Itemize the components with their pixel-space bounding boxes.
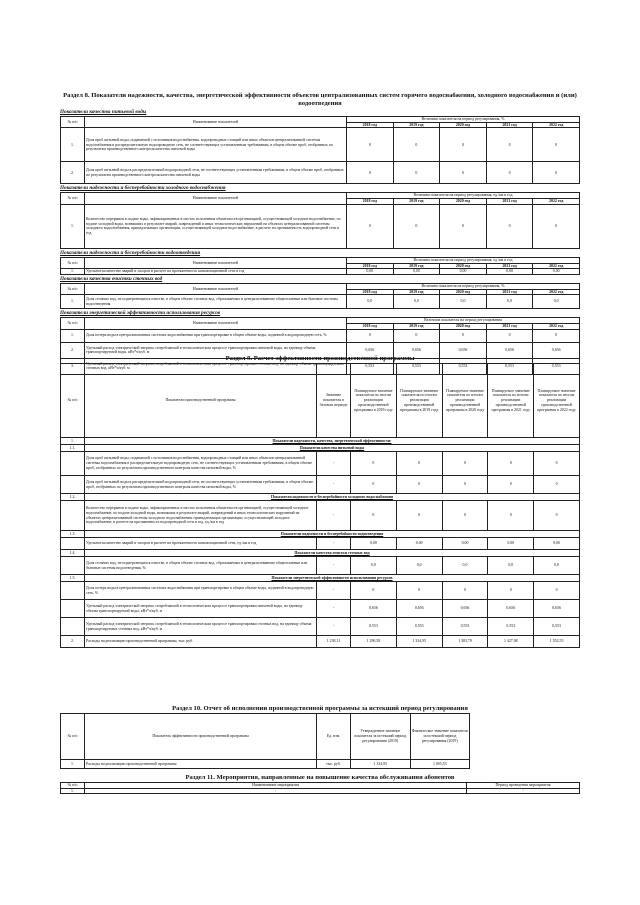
cell-value: 1 290,58 [351,636,397,648]
row-num: 1. [61,128,85,162]
cell-value: 0,0 [486,295,533,309]
value-header: Величина показателя на период регулирования, ед./км в год [347,193,580,199]
year-header: 2021 год [486,324,533,330]
cell-value: 1 383,79 [442,636,488,648]
year-header: 2021 год [486,289,533,295]
row-name: Удельный расход электрической энергии, потребляемой в технологическом процессе транспортировки питьевой воды, на единицу объема транспортируемой воды, кВт*ч/куб. м [85,342,347,358]
cell-value: 0 [396,452,442,476]
table-row [61,582,580,600]
cell-value: 0,00 [396,538,442,550]
year-header: 2021 год [486,122,533,128]
cell-value: 0,553 [488,618,534,636]
table-row [61,557,580,575]
row-num [61,557,85,575]
cell-value: 0,553 [486,358,533,374]
cell-actual: 1 005,53 [410,760,470,769]
col-name-header: Показатель эффективности производственной программы [85,714,317,760]
cell-value: 0 [347,128,394,162]
table-row [61,329,580,342]
col-num-header: № п/п [61,364,85,438]
col-unit-header: Ед. изм. [317,714,351,760]
row-num: 1. [61,329,85,342]
cell-base: - [317,538,351,550]
col-plan-header: Планируемое значение показателя по итогам реализации производственной программы в 2022 году [534,364,580,438]
cell-value: 0,0 [534,557,580,575]
row-name: Расходы на реализацию производственной программы [85,760,317,769]
cell-value: 0,656 [442,600,488,618]
cell-value: 0 [534,582,580,600]
col-name-header: Наименование показателей [85,283,347,294]
table-program-efficiency [60,363,580,648]
cell-value: 0,656 [393,342,440,358]
group-header-row [61,575,580,582]
col-name-header: Наименование мероприятия [85,783,467,789]
row-num [61,476,85,494]
year-header: 2019 год [393,199,440,205]
cell-value: 1 427,08 [488,636,534,648]
year-header: 2020 год [440,122,487,128]
section-10 [60,705,580,769]
section-9 [60,355,580,648]
col-name-header: Наименование показателей [85,193,347,204]
cell-value: 0,656 [396,600,442,618]
cell-value: 0,0 [347,295,394,309]
col-name-header: Наименование показателей [85,318,347,329]
cell-value: 0 [393,329,440,342]
year-header: 2021 год [486,199,533,205]
row-num [61,600,85,618]
cell-value: 0 [351,582,397,600]
cell-value: 0 [396,501,442,531]
row-num: 2. [61,636,85,648]
cell-value: 0,00 [534,538,580,550]
year-header: 2022 год [533,324,580,330]
row-name: Доля проб питьевой воды, подаваемой с источников водоснабжения, водопроводных станций или иных объектов централизованной системы водоснабжения в распределительную водопроводную сеть, не соответствующих установленным требованиям, в общем объеме проб, отобранных по результатам производственного контроля качества питьевой воды, % [85,452,317,476]
table-1-caption: Показатели качества питьевой воды [60,109,147,115]
row-num: 1. [61,760,85,769]
cell-value: 0,00 [440,269,487,275]
col-num-header: № п/п [61,714,85,760]
col-approved-header: Утвержденное значение показателя за истекший период регулирования (2019) [351,714,411,760]
cell-base: - [317,582,351,600]
cell-value: 0 [393,162,440,184]
table-sewer-reliability [60,257,580,275]
table-row [61,476,580,494]
cell-value: 0 [533,128,580,162]
cell-value: 0,0 [488,557,534,575]
row-name: Количество перерывов в подаче воды, зафиксированных в местах исполнения обязательств организацией, осуществляющей холодное водоснабжение, по подаче холодной воды, возникших в результате аварий, повреждений и иных технологических нарушений на объектах централизованной системы холодного водоснабжения, принадлежащих организации, осуществляющей холодное водоснабжение, в расчете на протяженность водопроводной сети в год [85,204,347,248]
cell-value: 0,553 [442,618,488,636]
value-header: Величина показателя на период регулирования, % [347,117,580,123]
cell-value: 0 [486,329,533,342]
value-header: Величина показателя на период регулирования, ед./км в год [347,257,580,263]
row-name: Количество перерывов в подаче воды, зафиксированных в местах исполнения обязательств организацией, осуществляющей холодное водоснабжение, по подаче холодной воды, возникших в результате аварий, повреждений и иных технологических нарушений на объектах централизованной системы холодного водоснабжения, принадлежащих организации, осуществляющей холодное водоснабжение, в расчете на протяженность водопроводной сети в год, ед./км в год [85,501,317,531]
cell-value: 1 552,55 [534,636,580,648]
table-row [61,788,580,794]
group-header-row [61,445,580,452]
table-water-reliability [60,192,580,248]
year-header: 2018 год [347,324,394,330]
year-header: 2019 год [393,324,440,330]
table-row [61,538,580,550]
table-row [61,162,580,184]
cell-value: 0 [534,501,580,531]
year-header: 2018 год [347,122,394,128]
table-row [61,501,580,531]
row-num [61,582,85,600]
cell-value: 0,656 [440,342,487,358]
cell-value: 1 334,95 [396,636,442,648]
section-8 [60,92,580,375]
year-header: 2020 год [440,289,487,295]
cell-value: 0 [396,476,442,494]
cell-value: 0,00 [442,538,488,550]
table-row [61,295,580,309]
cell-value: 0,0 [396,557,442,575]
table-5-caption: Показатели энергетической эффективности использования ресурсов [60,310,221,317]
row-name: - [85,788,467,794]
row-num: 1. [61,295,85,309]
table-program-report [60,713,470,769]
cell-value: 0 [533,329,580,342]
cell-base: - [317,501,351,531]
year-header: 2018 год [347,263,394,269]
cell-value: 0 [534,452,580,476]
cell-value: 0 [488,476,534,494]
col-plan-header: Планируемое значение показателя по итогам реализации производственной программы в 2020 году [442,364,488,438]
cell-base: 1 238,11 [317,636,351,648]
value-header: Величина показателя на период регулирования, % [347,283,580,289]
year-header: 2019 год [393,289,440,295]
row-name: Доля сточных вод, не подвергающихся очистке, в общем объеме сточных вод, сбрасываемых в централизованные общесплавные или бытовые системы водоотведения [85,295,347,309]
row-num [61,538,85,550]
year-header: 2020 год [440,263,487,269]
cell-value: 0 [347,329,394,342]
year-header: 2020 год [440,199,487,205]
cell-value: 0 [442,476,488,494]
row-num [61,618,85,636]
row-num: 1.4. [61,550,85,557]
section-10-title: Раздел 10. Отчет об исполнении производственной программы за истекший период регулирования [172,705,468,712]
year-header: 2018 год [347,289,394,295]
cell-base: - [317,600,351,618]
cell-value: 0 [533,162,580,184]
cell-value: 0 [351,501,397,531]
row-name: Удельный расход электрической энергии, потребляемой в технологическом процессе транспортировки сточных вод, на единицу объема транспортируемых сточных вод, кВт*ч/куб. м [85,358,347,374]
row-name: Удельный расход электрической энергии, потребляемой в технологическом процессе транспортировки сточных вод, на единицу объема транспортируемых сточных вод, кВт*ч/куб. м [85,618,317,636]
cell-value: 0,00 [533,269,580,275]
table-row [61,760,470,769]
cell-value: 0,656 [351,600,397,618]
row-name: Доля проб питьевой воды в распределительной водопроводной сети, не соответствующих установленным требованиям, в общем объеме проб, отобранных по результатам производственного контроля качества питьевой воды, % [85,476,317,494]
cell-value: 0,0 [442,557,488,575]
col-name-header: Показатели производственной программы [85,364,317,438]
year-header: 2019 год [393,263,440,269]
row-num: 1.1. [61,445,85,452]
row-num [61,452,85,476]
row-name: Доля проб питьевой воды, подаваемой с источников водоснабжения, водопроводных станций или иных объектов централизованной системы водоснабжения в распределительную водопроводную сеть, не соответствующих установленным требованиям, в общем объеме проб, отобранных по результатам производственного контроля качества питьевой воды [85,128,347,162]
table-customer-measures [60,782,580,794]
year-header: 2022 год [533,199,580,205]
col-plan-header: Планируемое значение показателя по итогам реализации производственной программы в 2021 году [488,364,534,438]
cell-value: 0,00 [393,269,440,275]
cell-value: 0 [442,501,488,531]
cell-value: 0 [396,582,442,600]
cell-value: 0,0 [393,295,440,309]
table-row [61,600,580,618]
year-header: 2018 год [347,199,394,205]
cell-value: 0,0 [440,295,487,309]
cell-value: 0 [347,162,394,184]
group-header-row [61,494,580,501]
col-num-header: № п/п [61,257,85,268]
table-water-quality [60,116,580,184]
row-num: 1.2. [61,494,85,501]
cell-unit: тыс. руб. [317,760,351,769]
cell-period: - [467,788,580,794]
section-11-title: Раздел 11. Мероприятия, направленные на повышение качества обслуживания абонентов [185,774,455,781]
cell-value: 0,00 [351,538,397,550]
cell-value: 0 [486,204,533,248]
cell-value: 0 [533,204,580,248]
cell-value: 0,553 [393,358,440,374]
cell-value: 0,553 [351,618,397,636]
table-row [61,452,580,476]
col-num-header: № п/п [61,318,85,329]
cell-value: 0 [488,582,534,600]
year-header: 2020 год [440,324,487,330]
col-period-header: Период проведения мероприятия [467,783,580,789]
section-11 [60,774,580,794]
row-num: 1.3. [61,531,85,538]
group-title: Показатели надежности, качества, энергетической эффективности: [85,438,580,445]
col-name-header: Наименование показателей [85,117,347,128]
table-2-caption: Показатели надежности и бесперебойности холодного водоснабжения [60,185,226,192]
cell-value: 0,553 [534,618,580,636]
cell-value: 0 [393,204,440,248]
table-row [61,128,580,162]
cell-base: - [317,618,351,636]
cell-value: 0 [347,204,394,248]
cell-value: 0 [351,476,397,494]
cell-base: - [317,476,351,494]
cell-value: 0,656 [488,600,534,618]
row-num: 1. [61,438,85,445]
cell-base: - [317,452,351,476]
cell-value: 0 [440,162,487,184]
row-name: Доля потерь воды в централизованных системах водоснабжения при транспортировке в общем объеме воды, поданной в водопроводную сеть, % [85,329,347,342]
section-9-title: Раздел 9. Расчет эффективности производственной программы [225,355,415,362]
cell-value: 0 [440,329,487,342]
col-name-header: Наименование показателей [85,257,347,268]
group-header-row [61,550,580,557]
cell-base: - [317,557,351,575]
cell-value: 0 [486,128,533,162]
row-name: Расходы на реализацию производственной программы, тыс. руб. [85,636,317,648]
cell-value: 0 [440,128,487,162]
cell-value: 0,553 [440,358,487,374]
year-header: 2022 год [533,289,580,295]
year-header: 2021 год [486,263,533,269]
table-row [61,269,580,275]
row-num: 1. [61,788,85,794]
year-header: 2022 год [533,263,580,269]
cell-value: 0 [486,162,533,184]
group-header-row [61,438,580,445]
group-title: Показатели качества очистки сточных вод [85,550,580,557]
group-header-row [61,531,580,538]
row-name: Доля потерь воды в централизованных системах водоснабжения при транспортировке в общем объеме воды, поданной в водопроводную сеть, % [85,582,317,600]
group-title: Показатели надежности и бесперебойности холодного водоснабжения [85,494,580,501]
table-4-caption: Показатели качества очистки сточных вод [60,275,163,282]
group-title: Показатели энергетической эффективности использования ресурсов [85,575,580,582]
col-num-header: № п/п [61,283,85,294]
row-num [61,501,85,531]
cell-value: 0,00 [347,269,394,275]
cell-value: 0,656 [533,342,580,358]
year-header: 2019 год [393,122,440,128]
cell-value: 0 [442,582,488,600]
cell-value: 0,656 [486,342,533,358]
cell-value: 0 [351,452,397,476]
table-row [61,618,580,636]
col-num-header: № п/п [61,783,85,789]
row-name: Доля сточных вод, не подвергающихся очистке, в общем объеме сточных вод, сбрасываемых в централизованные общесплавные или бытовые системы водоотведения, % [85,557,317,575]
table-row [61,204,580,248]
cell-value: 0,553 [396,618,442,636]
row-num: 2. [61,342,85,358]
cell-value: 0,00 [486,269,533,275]
cell-value: 0,656 [347,342,394,358]
row-name: Удельный расход электрической энергии, потребляемой в технологическом процессе транспортировки питьевой воды, на единицу объема транспортируемой воды, кВт*ч/куб. м [85,600,317,618]
row-num: 1. [61,204,85,248]
row-name: Доля проб питьевой воды в распределительной водопроводной сети, не соответствующих установленным требованиям, в общем объеме проб, отобранных по результатам производственного контроля качества питьевой воды [85,162,347,184]
cell-value: 0 [488,452,534,476]
col-actual-header: Фактическое значение показателя за истекший период регулирования (2019) [410,714,470,760]
cell-value: 0 [393,128,440,162]
cell-value: 0 [488,501,534,531]
row-name: Удельное количество аварий и засоров в расчете на протяженность канализационной сети в год [85,269,347,275]
value-header: Величина показателя на период регулирования [347,318,580,324]
cell-value: 0,553 [347,358,394,374]
cell-value: 0 [440,204,487,248]
table-3-caption: Показатели надежности и бесперебойности водоотведения [60,249,201,256]
row-num: 1.5. [61,575,85,582]
cell-value: 0,553 [533,358,580,374]
col-num-header: № п/п [61,117,85,128]
year-header: 2022 год [533,122,580,128]
group-title: Показатели качества питьевой воды [85,445,580,452]
section-8-title: Раздел 8. Показатели надежности, качества, энергетической эффективности объектов централизованных систем горячего водоснабжения, холодного водоснабжения и (или) водоотведения [63,92,577,107]
group-title: Показатели надежности и бесперебойности водоотведения [85,531,580,538]
table-row [61,636,580,648]
table-wastewater-quality [60,283,580,309]
cell-value: 0 [442,452,488,476]
col-plan-header: Планируемое значение показателя по итогам реализации производственной программы в 2018 году [351,364,397,438]
col-base-header: Значение показателя в базовом периоде [317,364,351,438]
program-efficiency-body [61,438,580,648]
cell-value: 0 [534,476,580,494]
row-num: 2. [61,162,85,184]
row-num: 1. [61,269,85,275]
cell-value: 0,656 [534,600,580,618]
col-plan-header: Планируемое значение показателя по итогам реализации производственной программы в 2019 году [396,364,442,438]
cell-value: 0,0 [533,295,580,309]
row-name: Удельное количество аварий и засоров в расчете на протяженность канализационной сети, ед./км в год [85,538,317,550]
cell-approved: 1 334,95 [351,760,411,769]
col-num-header: № п/п [61,193,85,204]
cell-value: 0,0 [351,557,397,575]
cell-value: 0,00 [488,538,534,550]
row-num: 3. [61,358,85,374]
